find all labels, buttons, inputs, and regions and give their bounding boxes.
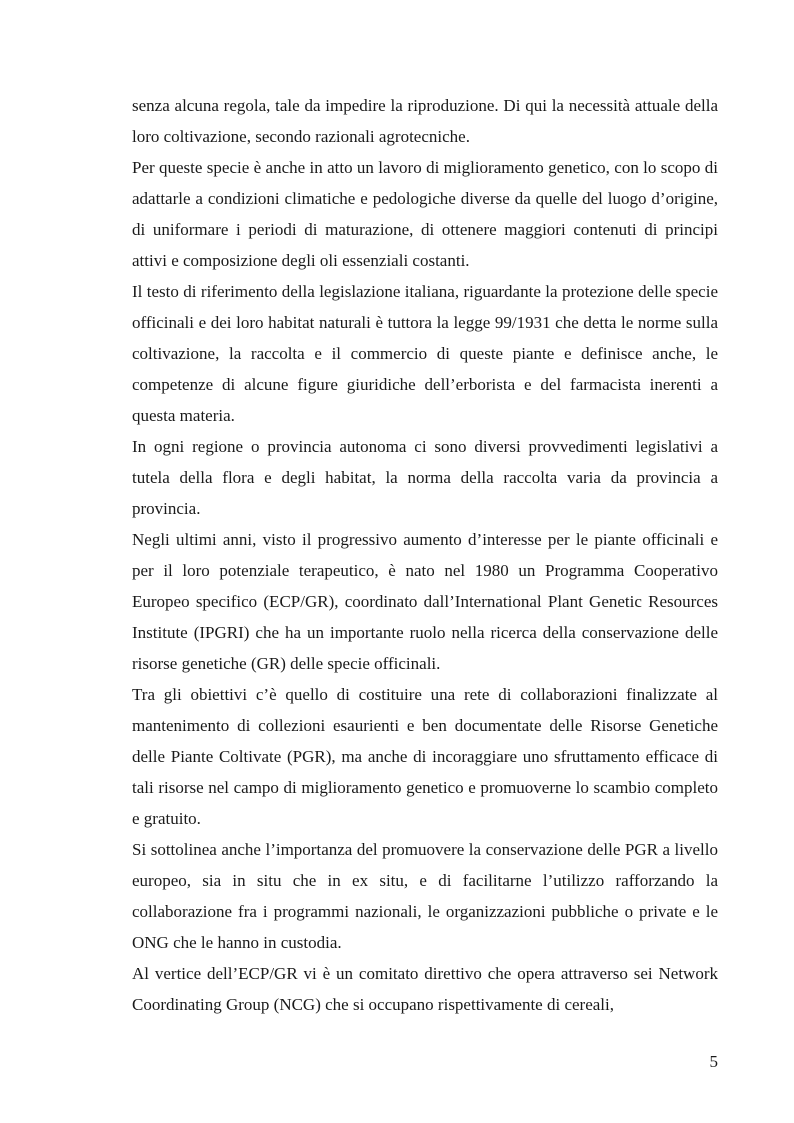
paragraph-2: Per queste specie è anche in atto un lavoro di miglioramento genetico, con lo scopo di adattarle a condizioni climatiche e pedologiche diverse da quelle del luogo d’origine, di uniformare i periodi di maturazione, di ottenere maggiori contenuti di principi attivi e composizione degli oli essenziali costanti. <box>132 158 718 270</box>
paragraph-5: Negli ultimi anni, visto il progressivo aumento d’interesse per le piante officinali e per il loro potenziale terapeutico, è nato nel 1980 un Programma Cooperativo Europeo specifico (ECP/GR), coordinato dall’International Plant Genetic Resources Institute (IPGRI) che ha un importante ruolo nella ricerca della conservazione delle risorse genetiche (GR) delle specie officinali. <box>132 530 718 673</box>
paragraph-7: Si sottolinea anche l’importanza del promuovere la conservazione delle PGR a livello europeo, sia in situ che in ex situ, e di facilitarne l’utilizzo rafforzando la collaborazione fra i programmi nazionali, le organizzazioni pubbliche o private e le ONG che le hanno in custodia. <box>132 840 718 952</box>
paragraph-6: Tra gli obiettivi c’è quello di costituire una rete di collaborazioni finalizzate al mantenimento di collezioni esaurienti e ben documentate delle Risorse Genetiche delle Piante Coltivate (PGR), ma anche di incoraggiare uno sfruttamento efficace di tali risorse nel campo di miglioramento genetico e promuoverne lo scambio completo e gratuito. <box>132 685 718 828</box>
page-number: 5 <box>709 1052 718 1071</box>
paragraph-4: In ogni regione o provincia autonoma ci sono diversi provvedimenti legislativi a tutela della flora e degli habitat, la norma della raccolta varia da provincia a provincia. <box>132 437 718 518</box>
body-text <box>132 90 718 1020</box>
paragraph-8: Al vertice dell’ECP/GR vi è un comitato direttivo che opera attraverso sei Network Coordinating Group (NCG) che si occupano rispettivamente di cereali, <box>132 964 718 1014</box>
paragraph-1: senza alcuna regola, tale da impedire la riproduzione. Di qui la necessità attuale della loro coltivazione, secondo razionali agrotecniche. <box>132 96 718 146</box>
paragraph-3: Il testo di riferimento della legislazione italiana, riguardante la protezione delle specie officinali e dei loro habitat naturali è tuttora la legge 99/1931 che detta le norme sulla coltivazione, la raccolta e il commercio di queste piante e definisce anche, le competenze di alcune figure giuridiche dell’erborista e del farmacista inerenti a questa materia. <box>132 282 718 425</box>
